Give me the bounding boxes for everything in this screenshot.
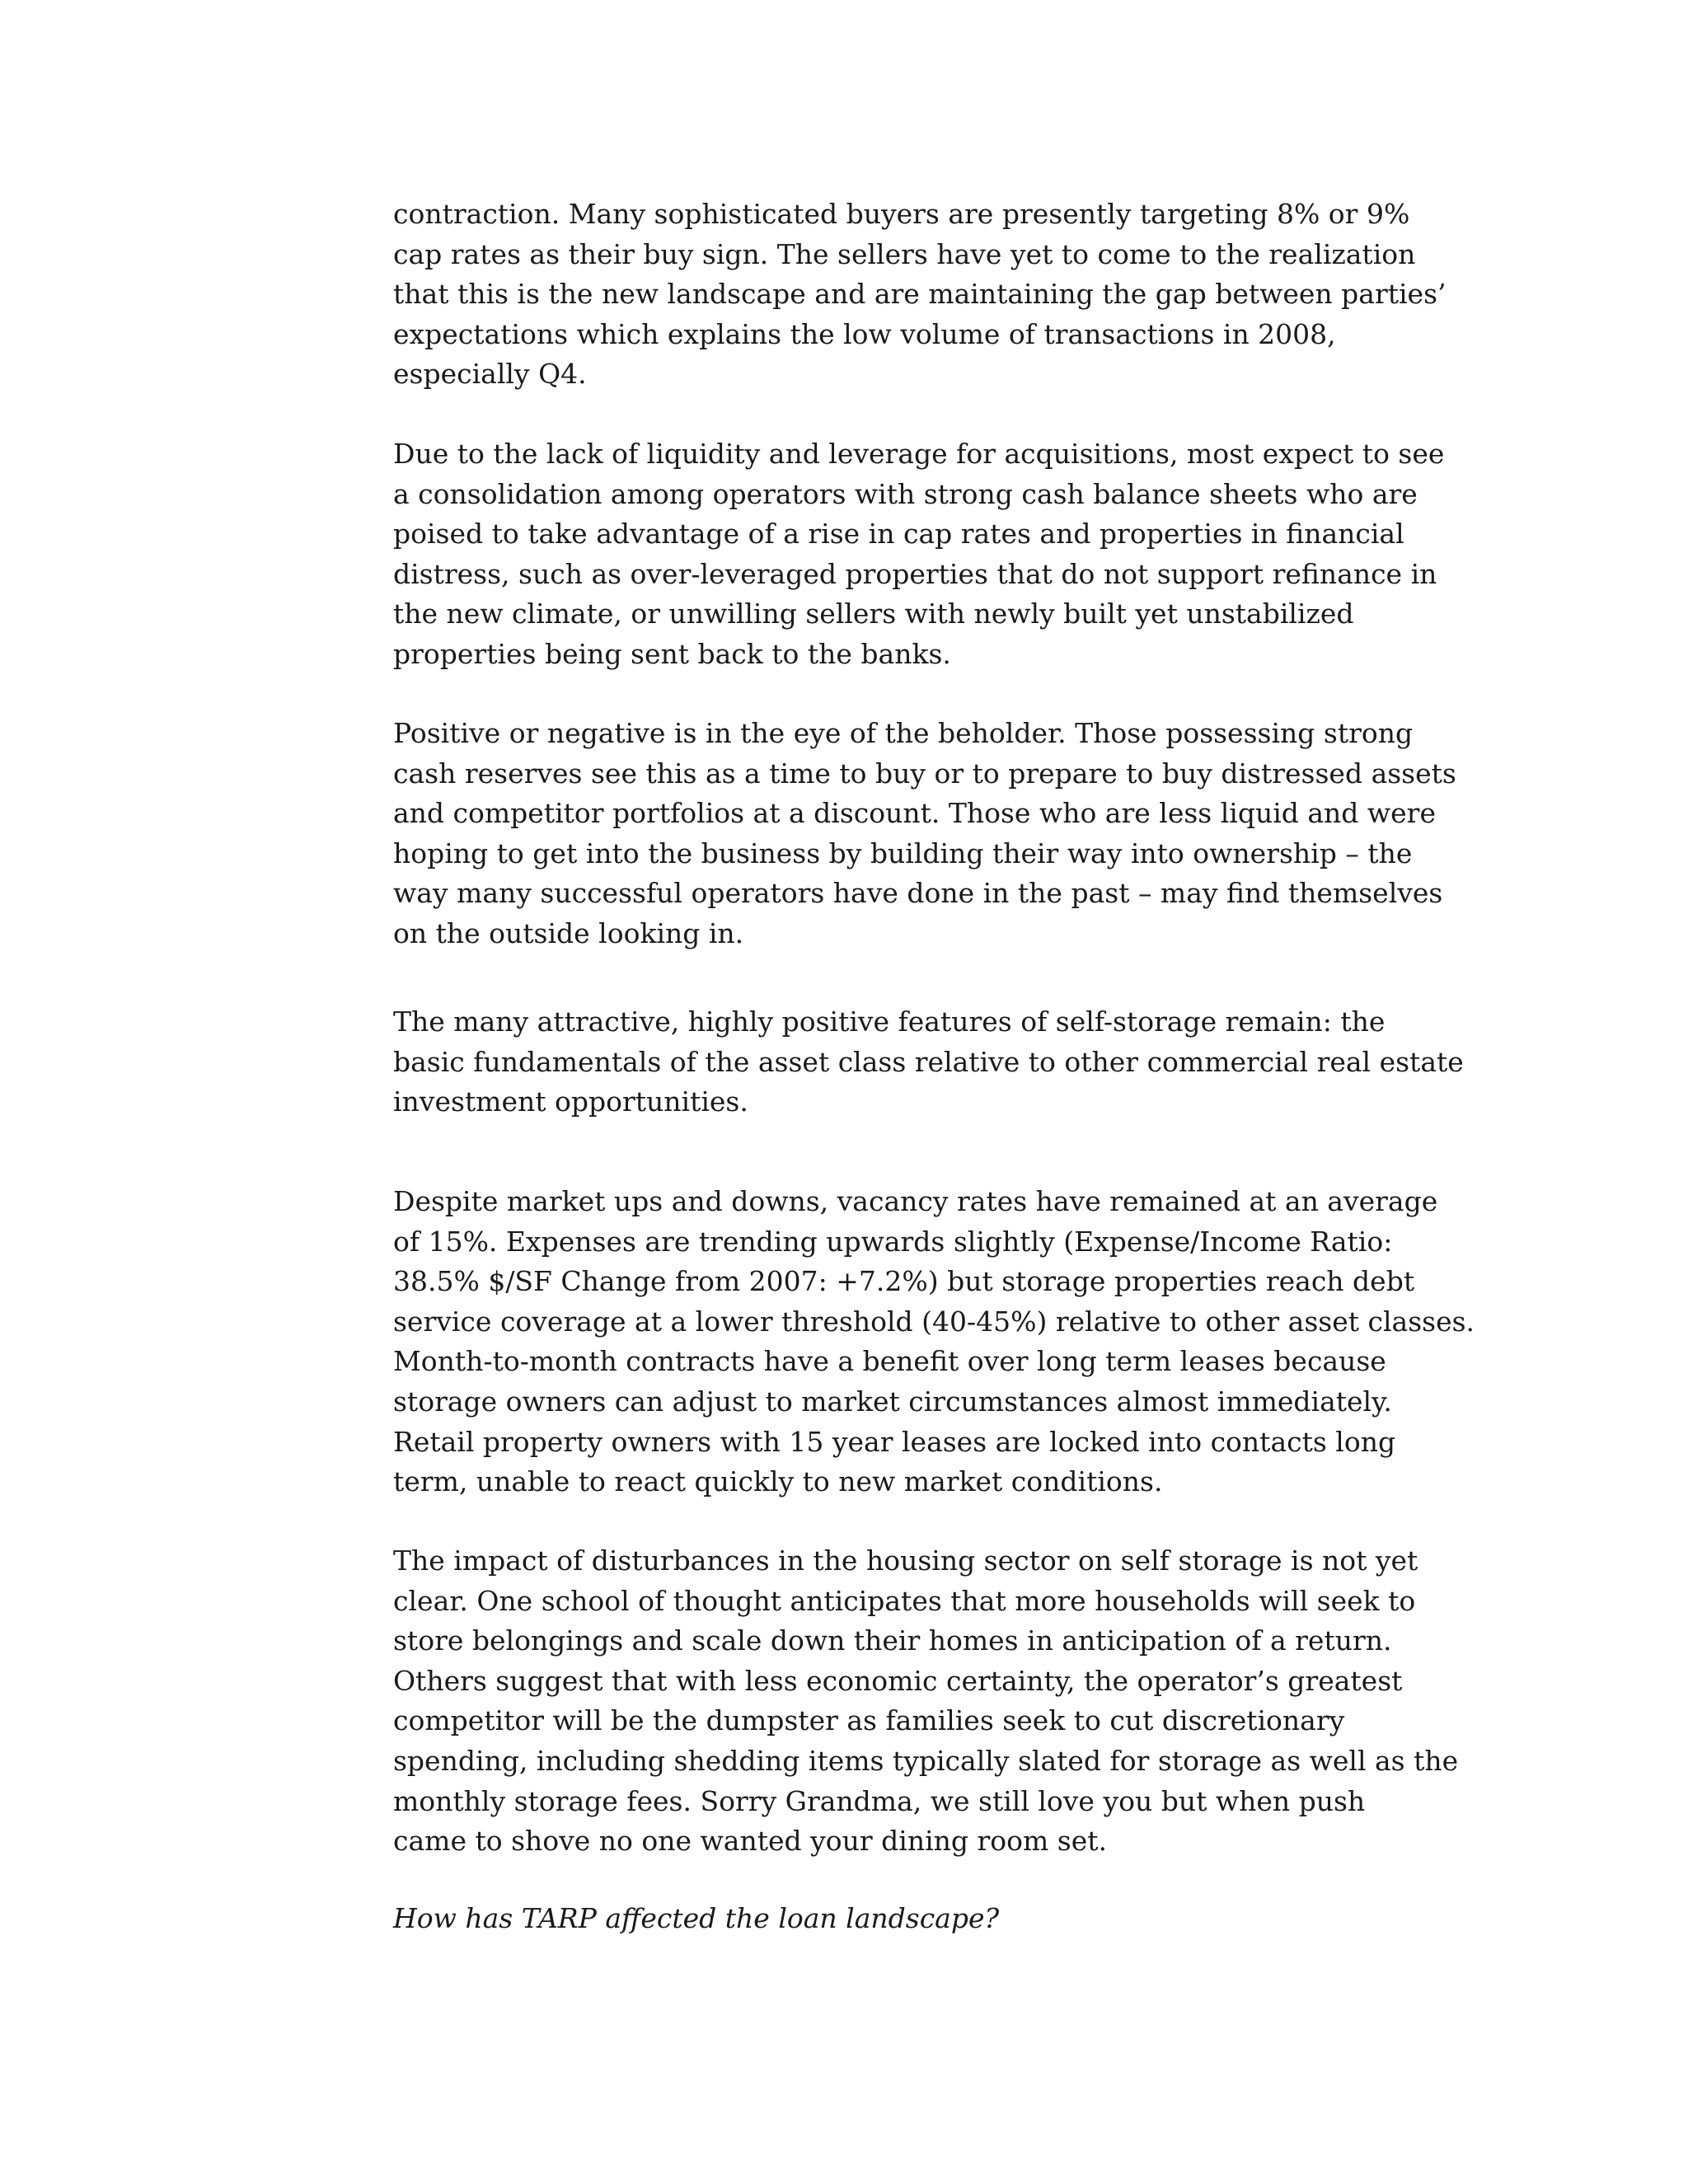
paragraph-consolidation — [393, 434, 1444, 675]
question-heading — [393, 1899, 999, 1939]
text-line: term, unable to react quickly to new market conditions. — [393, 1465, 1163, 1498]
text-line: a consolidation among operators with strong cash balance sheets who are — [393, 477, 1418, 510]
text-line: The impact of disturbances in the housing sector on self storage is not yet — [393, 1544, 1418, 1577]
text-line: monthly storage fees. Sorry Grandma, we still love you but when push — [393, 1784, 1366, 1817]
text-line: way many successful operators have done in the past – may find themselves — [393, 877, 1443, 910]
text-line: store belongings and scale down their homes in anticipation of a return. — [393, 1624, 1392, 1657]
text-line: that this is the new landscape and are maintaining the gap between parties’ — [393, 278, 1447, 311]
question-text: How has TARP affected the loan landscape? — [393, 1902, 1000, 1934]
text-line: investment opportunities. — [393, 1085, 748, 1118]
text-line: basic fundamentals of the asset class relative to other commercial real estate — [393, 1045, 1464, 1078]
text-line: spending, including shedding items typically slated for storage as well as the — [393, 1744, 1459, 1777]
text-line: on the outside looking in. — [393, 916, 744, 949]
text-line: service coverage at a lower threshold (40-45%) relative to other asset classes. — [393, 1305, 1475, 1338]
text-line: Retail property owners with 15 year leases are locked into contacts long — [393, 1425, 1396, 1458]
text-line: and competitor portfolios at a discount. Those who are less liquid and were — [393, 797, 1436, 830]
paragraph-housing — [393, 1541, 1458, 1862]
text-line: contraction. Many sophisticated buyers are presently targeting 8% or 9% — [393, 198, 1410, 230]
text-line: Despite market ups and downs, vacancy rates have remained at an average — [393, 1185, 1438, 1217]
text-line: poised to take advantage of a rise in cap rates and properties in financial — [393, 518, 1404, 551]
text-line: especially Q4. — [393, 358, 587, 391]
text-line: came to shove no one wanted your dining room set. — [393, 1825, 1108, 1858]
text-line: cash reserves see this as a time to buy or to prepare to buy distressed assets — [393, 757, 1456, 790]
text-line: storage owners can adjust to market circumstances almost immediately. — [393, 1385, 1392, 1418]
text-line: cap rates as their buy sign. The sellers have yet to come to the realization — [393, 237, 1416, 270]
text-line: expectations which explains the low volume of transactions in 2008, — [393, 317, 1336, 350]
text-line: Due to the lack of liquidity and leverage for acquisitions, most expect to see — [393, 438, 1445, 470]
text-line: distress, such as over-leveraged properties that do not support refinance in — [393, 557, 1437, 590]
text-line: competitor will be the dumpster as families seek to cut discretionary — [393, 1704, 1345, 1737]
text-line: hoping to get into the business by building their way into ownership – the — [393, 837, 1413, 869]
paragraph-vacancy — [393, 1182, 1475, 1502]
paragraph-beholder — [393, 714, 1456, 954]
text-line: Month-to-month contracts have a benefit over long term leases because — [393, 1345, 1386, 1378]
text-line: clear. One school of thought anticipates that more households will seek to — [393, 1584, 1416, 1617]
paragraph-features — [393, 1002, 1464, 1122]
text-line: the new climate, or unwilling sellers with newly built yet unstabilized — [393, 598, 1354, 630]
text-line: Positive or negative is in the eye of the beholder. Those possessing strong — [393, 717, 1414, 749]
text-line: 38.5% $/SF Change from 2007: +7.2%) but storage properties reach debt — [393, 1265, 1415, 1298]
text-line: of 15%. Expenses are trending upwards slightly (Expense/Income Ratio: — [393, 1225, 1393, 1258]
paragraph-cap-rates — [393, 194, 1447, 395]
text-line: properties being sent back to the banks. — [393, 637, 951, 670]
text-line: The many attractive, highly positive features of self-storage remain: the — [393, 1005, 1386, 1038]
text-line: Others suggest that with less economic certainty, the operator’s greatest — [393, 1664, 1403, 1697]
